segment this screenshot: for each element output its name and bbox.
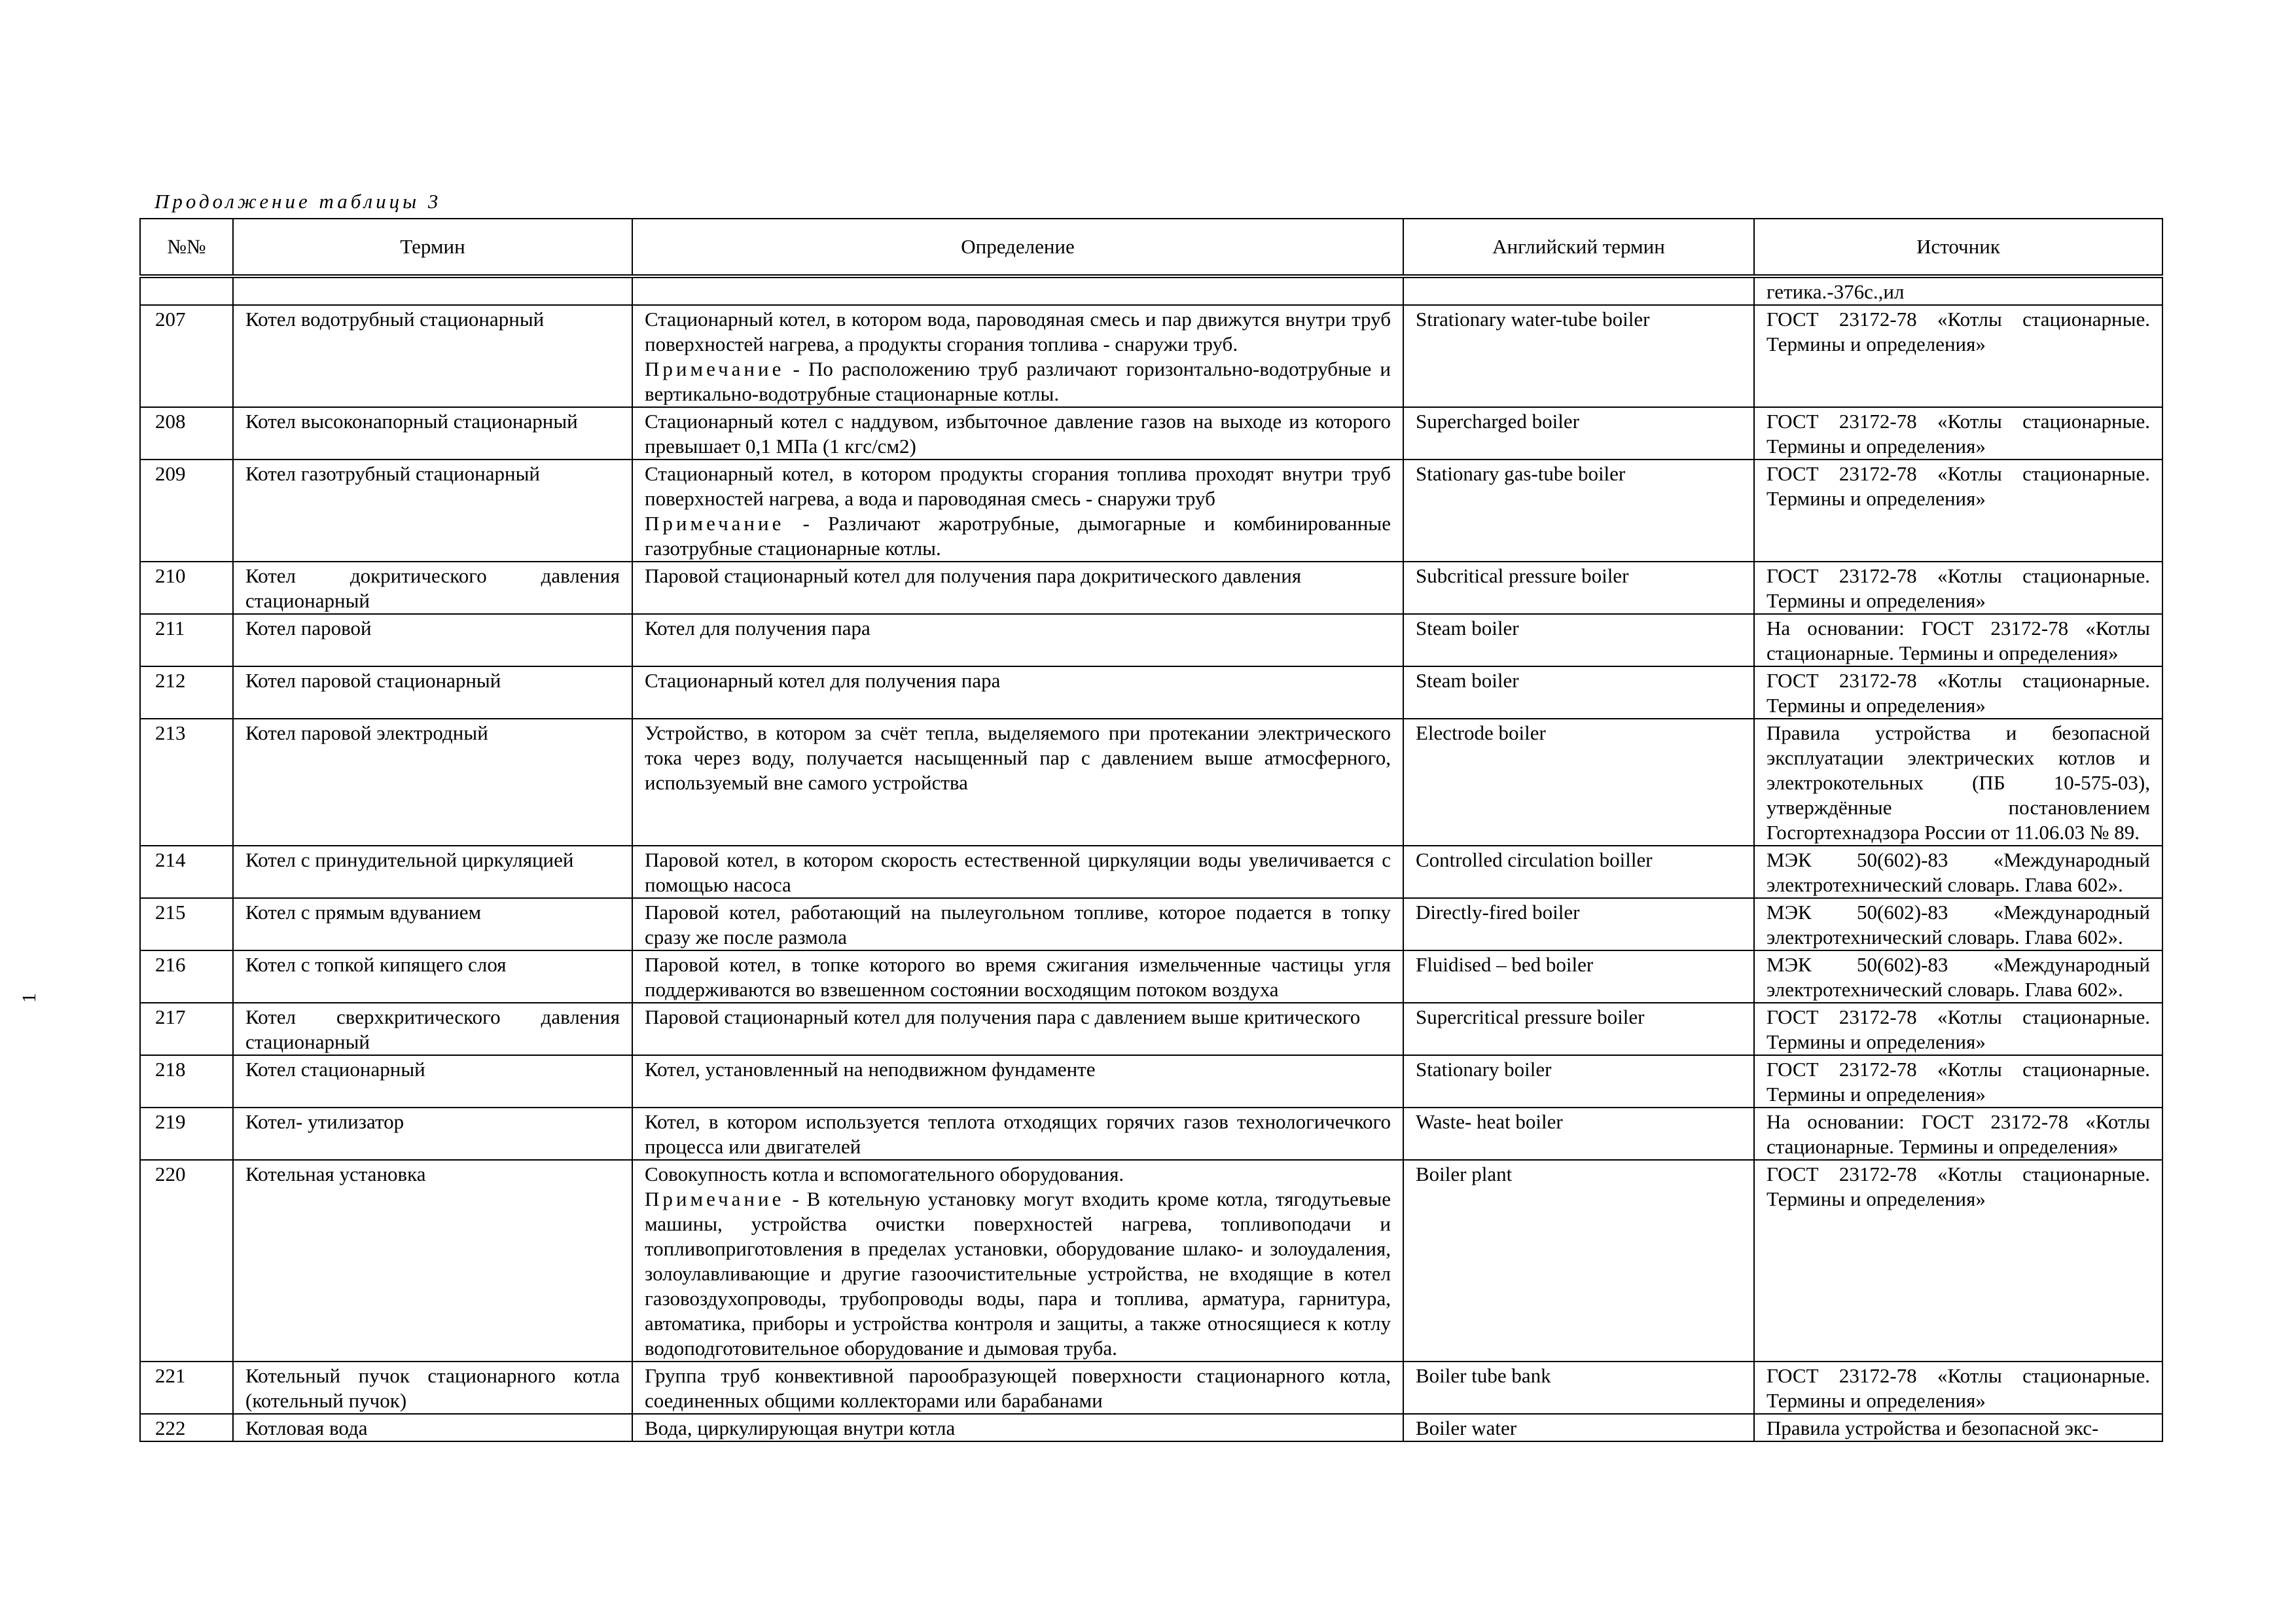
carry-definition [632,276,1403,305]
row-source: МЭК 50(602)-83 «Международный электротехнический словарь. Глава 602». [1754,846,2162,898]
row-number: 220 [140,1160,233,1362]
row-term: Котел паровой стационарный [233,666,632,719]
row-number: 207 [140,305,233,407]
row-number: 215 [140,898,233,950]
table-row [140,666,2162,719]
row-english-term: Electrode boiler [1403,719,1754,846]
row-definition [632,1003,1403,1055]
row-source: На основании: ГОСТ 23172-78 «Котлы стационарные. Термины и определения» [1754,614,2162,666]
row-number: 212 [140,666,233,719]
table-row [140,305,2162,407]
definition-text: Совокупность котла и вспомогательного оборудования. [645,1163,1124,1185]
row-term: Котел высоконапорный стационарный [233,407,632,460]
row-definition [632,1362,1403,1414]
definition-text: Группа труб конвективной парообразующей поверхности стационарного котла, соединенных общими коллекторами или барабанами [645,1364,1391,1412]
note-label: Примечание [645,1187,785,1210]
row-definition [632,1414,1403,1441]
table-row [140,614,2162,666]
row-definition [632,950,1403,1003]
row-english-term: Steam boiler [1403,666,1754,719]
row-number: 213 [140,719,233,846]
row-english-term: Controlled circulation boiller [1403,846,1754,898]
row-term: Котел паровой электродный [233,719,632,846]
table-row [140,1055,2162,1108]
table-row [140,1414,2162,1441]
row-source: ГОСТ 23172-78 «Котлы стационарные. Термины и определения» [1754,562,2162,614]
table-row [140,950,2162,1003]
header-definition: Определение [632,219,1403,276]
row-term: Котел с прямым вдуванием [233,898,632,950]
definition-text: Стационарный котел для получения пара [645,669,1001,692]
row-term: Котельная установка [233,1160,632,1362]
note-text: - По расположению труб различают горизонтально-водотрубные и вертикально-водотрубные стационарные котлы. [645,357,1391,405]
carry-term [233,276,632,305]
header-row [140,219,2162,276]
note-label: Примечание [645,512,785,535]
table-row [140,1160,2162,1362]
row-term: Котел сверхкритического давления стационарный [233,1003,632,1055]
definition-text: Вода, циркулирующая внутри котла [645,1416,956,1439]
definition-text: Паровой котел, работающий на пылеугольном топливе, которое подается в топку сразу же после размола [645,901,1391,948]
row-english-term: Boiler plant [1403,1160,1754,1362]
row-term: Котел с принудительной циркуляцией [233,846,632,898]
note-text: - Различают жаротрубные, дымогарные и комбинированные газотрубные стационарные котлы. [645,512,1391,560]
row-source: ГОСТ 23172-78 «Котлы стационарные. Термины и определения» [1754,1160,2162,1362]
row-term: Котел с топкой кипящего слоя [233,950,632,1003]
row-number: 221 [140,1362,233,1414]
row-definition [632,614,1403,666]
row-number: 218 [140,1055,233,1108]
row-english-term: Supercritical pressure boiler [1403,1003,1754,1055]
definition-text: Стационарный котел с наддувом, избыточное давление газов на выходе из которого превышает 0,1 МПа (1 кгс/см2) [645,410,1391,458]
header-num: №№ [140,219,233,276]
row-term: Котел докритического давления стационарный [233,562,632,614]
row-english-term: Supercharged boiler [1403,407,1754,460]
row-number: 217 [140,1003,233,1055]
row-english-term: Subcritical pressure boiler [1403,562,1754,614]
row-number: 211 [140,614,233,666]
row-term: Котел газотрубный стационарный [233,460,632,562]
definition-text: Паровой стационарный котел для получения пара докритического давления [645,564,1302,587]
row-definition [632,1108,1403,1160]
row-source: МЭК 50(602)-83 «Международный электротехнический словарь. Глава 602». [1754,950,2162,1003]
row-english-term: Directly-fired boiler [1403,898,1754,950]
row-definition [632,719,1403,846]
definition-text: Паровой стационарный котел для получения пара с давлением выше критического [645,1005,1361,1028]
row-term: Котловая вода [233,1414,632,1441]
row-definition [632,1160,1403,1362]
header-term: Термин [233,219,632,276]
definition-text: Котел, в котором используется теплота отходящих горячих газов технологичечкого процесса или двигателей [645,1110,1391,1158]
table-row [140,460,2162,562]
row-number: 208 [140,407,233,460]
row-english-term: Stationary gas-tube boiler [1403,460,1754,562]
table-row [140,562,2162,614]
table-row [140,1003,2162,1055]
row-definition [632,460,1403,562]
definition-text: Котел, установленный на неподвижном фундаменте [645,1058,1096,1081]
page-side-mark: 1 [18,993,40,1003]
table-row [140,898,2162,950]
definition-text: Стационарный котел, в котором продукты сгорания топлива проходят внутри труб поверхностей нагрева, а вода и пароводяная смесь - снаружи труб [645,462,1391,510]
row-number: 222 [140,1414,233,1441]
definition-text: Стационарный котел, в котором вода, пароводяная смесь и пар движутся внутри труб поверхностей нагрева, а продукты сгорания топлива - снаружи труб. [645,308,1391,355]
row-definition [632,666,1403,719]
row-source: На основании: ГОСТ 23172-78 «Котлы стационарные. Термины и определения» [1754,1108,2162,1160]
note [645,1187,1391,1361]
row-term: Котел паровой [233,614,632,666]
row-source: ГОСТ 23172-78 «Котлы стационарные. Термины и определения» [1754,666,2162,719]
row-term: Котел водотрубный стационарный [233,305,632,407]
row-term: Котел- утилизатор [233,1108,632,1160]
carry-over-row [140,276,2162,305]
row-english-term: Fluidised – bed boiler [1403,950,1754,1003]
terms-table [139,218,2163,1442]
header-source: Источник [1754,219,2162,276]
row-source: ГОСТ 23172-78 «Котлы стационарные. Термины и определения» [1754,407,2162,460]
row-source: ГОСТ 23172-78 «Котлы стационарные. Термины и определения» [1754,460,2162,562]
row-source: ГОСТ 23172-78 «Котлы стационарные. Термины и определения» [1754,1362,2162,1414]
row-definition [632,407,1403,460]
row-number: 210 [140,562,233,614]
row-definition [632,846,1403,898]
table-row [140,719,2162,846]
table-row [140,846,2162,898]
carry-num [140,276,233,305]
row-source: Правила устройства и безопасной эксплуатации электрических котлов и электрокотельных (ПБ 10-575-03), утверждённые постановлением Госгортехнадзора России от 11.06.03 № 89. [1754,719,2162,846]
table-caption: Продолжение таблицы 3 [154,190,442,213]
row-source: ГОСТ 23172-78 «Котлы стационарные. Термины и определения» [1754,1055,2162,1108]
definition-text: Паровой котел, в котором скорость естественной циркуляции воды увеличивается с помощью насоса [645,848,1391,896]
row-number: 219 [140,1108,233,1160]
definition-text: Котел для получения пара [645,617,870,640]
row-definition [632,898,1403,950]
row-english-term: Steam boiler [1403,614,1754,666]
row-english-term: Boiler water [1403,1414,1754,1441]
definition-text: Паровой котел, в топке которого во время сжигания измельченные частицы угля поддерживаются во взвешенном состоянии восходящим потоком воздуха [645,953,1391,1001]
row-english-term: Waste- heat boiler [1403,1108,1754,1160]
row-source: ГОСТ 23172-78 «Котлы стационарные. Термины и определения» [1754,305,2162,407]
row-term: Котел стационарный [233,1055,632,1108]
row-number: 216 [140,950,233,1003]
table-header [140,219,2162,276]
row-term: Котельный пучок стационарного котла (котельный пучок) [233,1362,632,1414]
row-source: Правила устройства и безопасной экс- [1754,1414,2162,1441]
row-english-term: Strationary water-tube boiler [1403,305,1754,407]
note-text: - В котельную установку могут входить кроме котла, тягодутьевые машины, устройства очистки поверхностей нагрева, топливоподачи и топливоприготовления в пределах установки, оборудование шлако- и золоудаления, золоулавливающие и другие газоочистительные устройства, не входящие в котел газовоздухопроводы, трубопроводы воды, пара и топлива, арматура, гарнитура, автоматика, приборы и устройства контроля и защиты, а также относящиеся к котлу водоподготовительное оборудование и дымовая труба. [645,1187,1391,1360]
row-english-term: Boiler tube bank [1403,1362,1754,1414]
row-definition [632,305,1403,407]
table-row [140,1362,2162,1414]
header-english-term: Английский термин [1403,219,1754,276]
definition-text: Устройство, в котором за счёт тепла, выделяемого при протекании электрического тока через воду, получается насыщенный пар с давлением выше атмосферного, используемый вне самого устройства [645,721,1391,794]
table-row [140,407,2162,460]
row-definition [632,1055,1403,1108]
row-source: МЭК 50(602)-83 «Международный электротехнический словарь. Глава 602». [1754,898,2162,950]
row-number: 209 [140,460,233,562]
note [645,357,1391,406]
row-number: 214 [140,846,233,898]
row-source: ГОСТ 23172-78 «Котлы стационарные. Термины и определения» [1754,1003,2162,1055]
row-definition [632,562,1403,614]
note-label: Примечание [645,357,785,380]
carry-source: гетика.-376с.,ил [1754,276,2162,305]
table-row [140,1108,2162,1160]
table-body [140,276,2162,1441]
row-english-term: Stationary boiler [1403,1055,1754,1108]
note [645,511,1391,561]
carry-english [1403,276,1754,305]
